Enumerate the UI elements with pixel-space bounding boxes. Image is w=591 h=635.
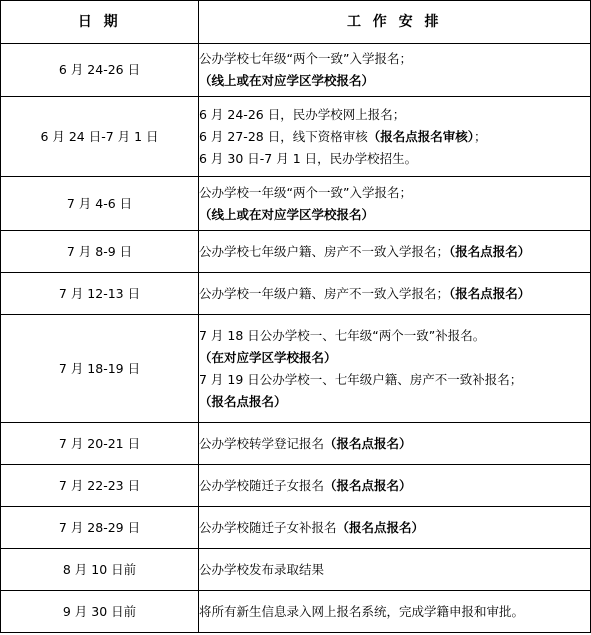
work-cell	[199, 549, 591, 591]
table-row	[1, 549, 591, 591]
work-line	[199, 70, 590, 92]
work-text: 6 月 27-28 日，线下资格审核	[199, 128, 368, 144]
table-header-row	[1, 1, 591, 44]
work-text: 7 月 18 日公办学校一、七年级“两个一致”补报名。	[199, 327, 486, 343]
work-cell	[199, 231, 591, 273]
work-line	[199, 517, 590, 539]
work-note-bold: （报名点报名审核）	[367, 128, 474, 144]
work-note-bold: （报名点报名）	[336, 519, 425, 535]
date-cell: 6 月 24-26 日	[1, 44, 199, 97]
table-row	[1, 591, 591, 633]
date-cell: 7 月 22-23 日	[1, 465, 199, 507]
work-note-bold: （报名点报名）	[449, 285, 531, 301]
table-body	[1, 44, 591, 633]
table-row	[1, 44, 591, 97]
work-text: 将所有新生信息录入网上报名系统，完成学籍申报和审批。	[199, 603, 525, 619]
work-note-bold: （报名点报名）	[324, 477, 412, 493]
work-text: 6 月 30 日-7 月 1 日，民办学校招生。	[199, 150, 418, 166]
work-line	[199, 204, 590, 226]
date-cell: 9 月 30 日前	[1, 591, 199, 633]
table-row	[1, 465, 591, 507]
table-row	[1, 273, 591, 315]
work-note-bold: （报名点报名）	[324, 435, 412, 451]
work-cell	[199, 465, 591, 507]
work-line	[199, 369, 590, 391]
date-cell: 7 月 8-9 日	[1, 231, 199, 273]
work-line	[199, 148, 590, 170]
work-text: 公办学校一年级户籍、房产不一致入学报名；	[199, 285, 450, 301]
date-cell: 7 月 12-13 日	[1, 273, 199, 315]
date-cell: 7 月 28-29 日	[1, 507, 199, 549]
work-text: 公办学校发布录取结果	[199, 561, 325, 577]
work-line	[199, 104, 590, 126]
work-line	[199, 559, 590, 581]
work-text: 公办学校七年级户籍、房产不一致入学报名；	[199, 243, 450, 259]
table-row	[1, 231, 591, 273]
work-text: 公办学校转学登记报名	[199, 435, 325, 451]
work-line	[199, 433, 590, 455]
work-line	[199, 601, 590, 623]
table-row	[1, 177, 591, 231]
work-cell	[199, 97, 591, 177]
work-cell	[199, 507, 591, 549]
work-line	[199, 475, 590, 497]
work-line	[199, 325, 590, 347]
table-row	[1, 507, 591, 549]
work-cell	[199, 44, 591, 97]
work-text: ；	[473, 128, 487, 144]
work-cell	[199, 591, 591, 633]
work-text: 6 月 24-26 日，民办学校网上报名；	[199, 106, 406, 122]
work-line	[199, 347, 590, 369]
work-text: 公办学校七年级“两个一致”入学报名；	[199, 51, 412, 66]
date-cell: 7 月 20-21 日	[1, 423, 199, 465]
work-column-header: 工 作 安 排	[199, 1, 591, 44]
work-text: 公办学校随迁子女补报名	[199, 519, 337, 535]
table-row	[1, 97, 591, 177]
work-line	[199, 241, 590, 263]
date-column-header: 日 期	[1, 1, 199, 44]
work-note-bold: （报名点报名）	[449, 243, 531, 259]
work-cell	[199, 273, 591, 315]
work-note-bold: （在对应学区学校报名）	[199, 349, 337, 365]
work-note-bold: （线上或在对应学区学校报名）	[199, 73, 375, 88]
date-cell: 8 月 10 日前	[1, 549, 199, 591]
work-text: 公办学校一年级“两个一致”入学报名；	[199, 184, 412, 200]
work-cell	[199, 177, 591, 231]
work-line	[199, 48, 590, 70]
work-text: 7 月 19 日公办学校一、七年级户籍、房产不一致补报名；	[199, 371, 523, 387]
date-cell: 6 月 24 日-7 月 1 日	[1, 97, 199, 177]
table-row	[1, 423, 591, 465]
work-text: 公办学校随迁子女报名	[199, 477, 325, 493]
work-note-bold: （线上或在对应学区学校报名）	[199, 206, 375, 222]
date-cell: 7 月 18-19 日	[1, 315, 199, 423]
work-note-bold: （报名点报名）	[199, 393, 287, 409]
work-line	[199, 391, 590, 413]
work-line	[199, 126, 590, 148]
work-cell	[199, 423, 591, 465]
date-cell: 7 月 4-6 日	[1, 177, 199, 231]
table-row	[1, 315, 591, 423]
work-line	[199, 182, 590, 204]
work-line	[199, 283, 590, 305]
work-cell	[199, 315, 591, 423]
